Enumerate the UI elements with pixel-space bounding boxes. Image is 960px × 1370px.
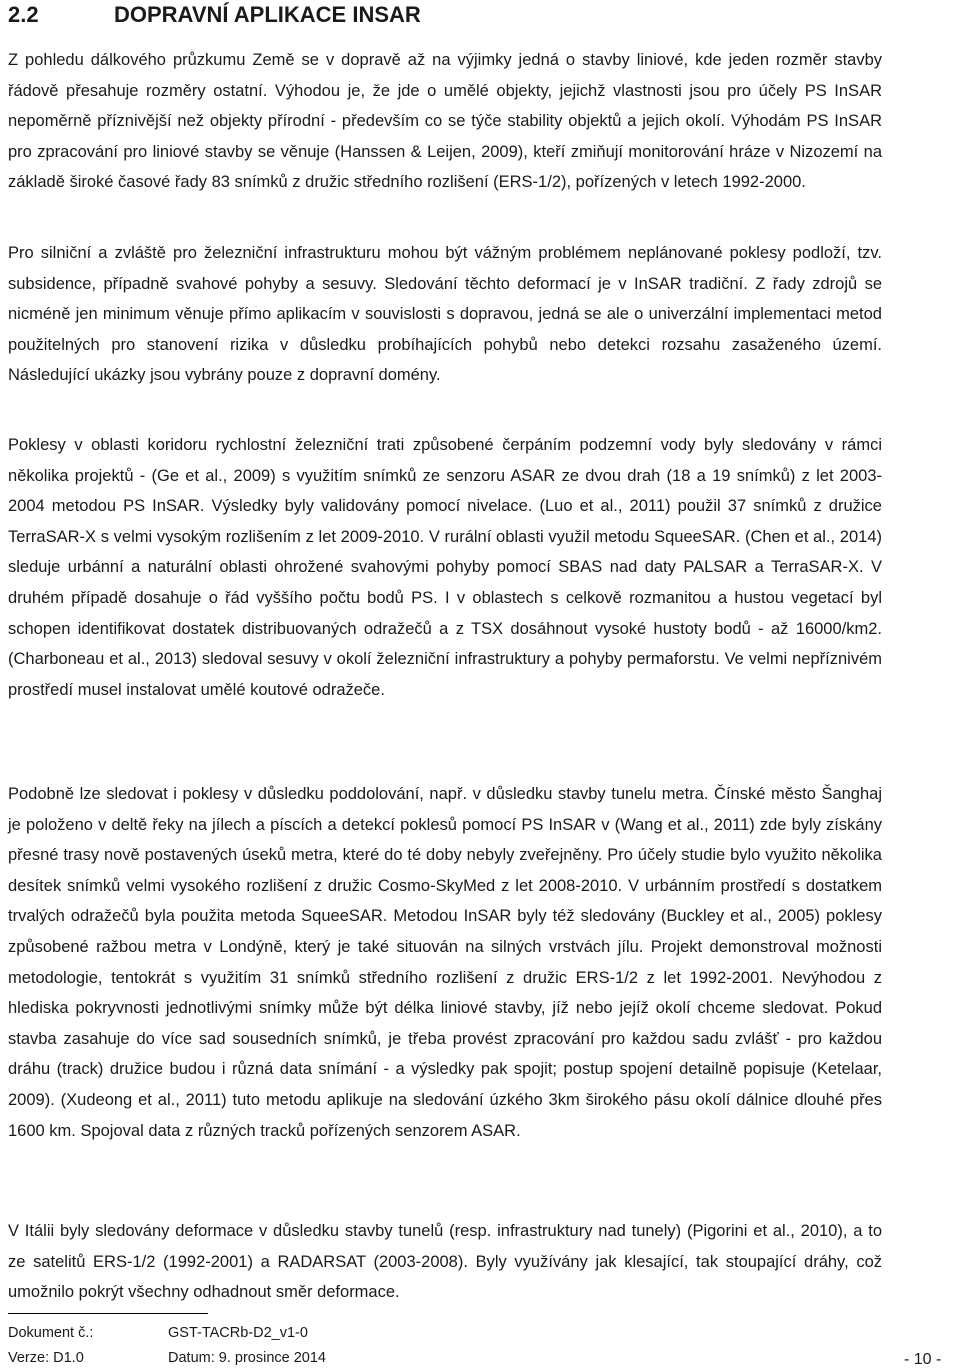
section-number: 2.2 xyxy=(8,2,39,27)
footer-page-number: - 10 - xyxy=(904,1351,942,1368)
footer-version: Verze: D1.0 xyxy=(8,1350,84,1366)
footer-date: Datum: 9. prosince 2014 xyxy=(168,1350,326,1366)
footer-doc-value: GST-TACRb-D2_v1-0 xyxy=(168,1325,308,1341)
footer-divider xyxy=(8,1313,208,1314)
section-heading xyxy=(8,0,421,30)
footer-doc-label: Dokument č.: xyxy=(8,1325,94,1341)
section-title: DOPRAVNÍ APLIKACE INSAR xyxy=(114,2,421,27)
paragraph-4: Podobně lze sledovat i poklesy v důsledku poddolování, např. v důsledku stavby tunelu metra. Čínské město Šanghaj je položeno v deltě řeky na jílech a píscích a detekcí poklesů pomocí PS InSAR v (Wang et al., 2011) zde byly získány přesné trasy nově postavených úseků metra, které do té doby nebyly zveřejněny. Pro účely studie bylo využito několika desítek snímků velmi vysokého rozlišení z družic Cosmo-SkyMed z let 2008-2010. V urbánním prostředí s dostatkem trvalých odražečů byla použita metoda SqueeSAR. Metodou InSAR byly též sledovány (Buckley et al., 2005) poklesy způsobené ražbou metra v Londýně, který je také situován na silných vrstvách jílu. Projekt demonstroval možnosti metodologie, tentokrát s využitím 31 snímků středního rozlišení z družic ERS-1/2 z let 1992-2001. Nevýhodou z hlediska pokryvnosti jednotlivými snímky může být délka liniové stavby, jíž nebo jejíž okolí chceme sledovat. Pokud stavba zasahuje do více sad sousedních snímků, je třeba provést zpracování pro každou sadu zvlášť - pro každou dráhu (track) družice budou i různá data snímání - a výsledky pak spojit; postup spojení detailně popisuje (Ketelaar, 2009). (Xudeong et al., 2011) tuto metodu aplikuje na sledování úzkého 3km širokého pásu okolí dálnice dlouhé přes 1600 km. Spojoval data z různých tracků pořízených senzorem ASAR. xyxy=(8,785,882,1140)
paragraph-3: Poklesy v oblasti koridoru rychlostní železniční trati způsobené čerpáním podzemní vody byly sledovány v rámci několika projektů - (Ge et al., 2009) s využitím snímků ze senzoru ASAR ze dvou drah (18 a 19 snímků) z let 2003-2004 metodou PS InSAR. Výsledky byly validovány pomocí nivelace. (Luo et al., 2011) použil 37 snímků z družice TerraSAR-X s velmi vysokým rozlišením z let 2009-2010. V rurální oblasti využil metodu SqueeSAR. (Chen et al., 2014) sleduje urbánní a naturální oblasti ohrožené svahovými pohyby pomocí SBAS nad daty PALSAR a TerraSAR-X. V druhém případě dosahuje o řád vyššího počtu bodů PS. I v oblastech s celkově rozmanitou a hustou vegetací byl schopen identifikovat dostatek distribuovaných odražečů a z TSX dosáhnout vysoké hustoty bodů - až 16000/km2. (Charboneau et al., 2013) sledoval sesuvy v okolí železniční infrastruktury a pohyby permaforstu. Ve velmi nepříznivém prostředí musel instalovat umělé koutové odražeče. xyxy=(8,436,882,699)
paragraph-2: Pro silniční a zvláště pro železniční infrastrukturu mohou být vážným problémem neplánované poklesy podloží, tzv. subsidence, případně svahové pohyby a sesuvy. Sledování těchto deformací je v InSAR tradiční. Z řady zdrojů se nicméně jen minimum věnuje přímo aplikacím v souvislosti s dopravou, jedná se ale o univerzální implementaci metod použitelných pro stanovení rizika v důsledku probíhajících pohybů nebo detekci rozsahu zasaženého území. Následující ukázky jsou vybrány pouze z dopravní domény. xyxy=(8,244,882,385)
paragraph-1: Z pohledu dálkového průzkumu Země se v dopravě až na výjimky jedná o stavby liniové, kde jeden rozměr stavby řádově přesahuje rozměry ostatní. Výhodou je, že jde o umělé objekty, jejichž vlastnosti jsou pro účely PS InSAR nepoměrně příznivější než objekty přírodní - především co se týče stability objektů a jejich okolí. Výhodám PS InSAR pro zpracování pro liniové stavby se věnuje (Hanssen & Leijen, 2009), kteří zmiňují monitorování hráze v Nizozemí na základě široké časové řady 83 snímků z družic středního rozlišení (ERS-1/2), pořízených v letech 1992-2000. xyxy=(8,51,882,192)
paragraph-5: V Itálii byly sledovány deformace v důsledku stavby tunelů (resp. infrastruktury nad tunely) (Pigorini et al., 2010), a to ze satelitů ERS-1/2 (1992-2001) a RADARSAT (2003-2008). Byly využívány jak klesající, tak stoupající dráhy, což umožnilo pokrýt všechny odhadnout směr deformace. xyxy=(8,1222,882,1302)
